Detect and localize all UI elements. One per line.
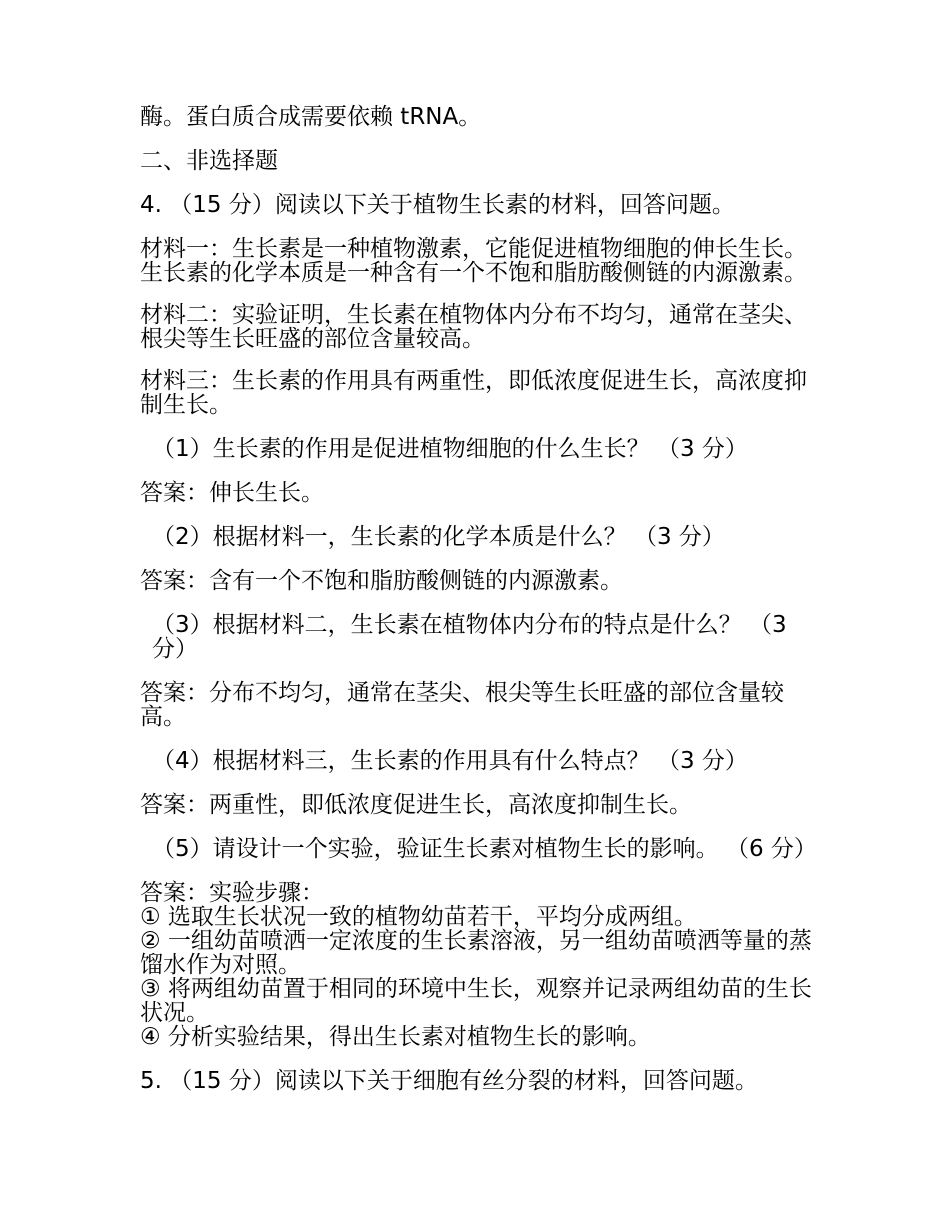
answer-5-head: 答案：实验步骤： [140, 880, 324, 906]
material-3: 材料三：生长素的作用具有两重性，即低浓度促进生长，高浓度抑制生长。 [140, 368, 807, 418]
sub-question-2: （2）根据材料一，生长素的化学本质是什么？ （3 分） [152, 524, 725, 550]
answer-5-step-3: ③ 将两组幼苗置于相同的环境中生长，观察并记录两组幼苗的生长状况。 [140, 976, 812, 1026]
answer-1: 答案：伸长生长。 [140, 480, 324, 506]
sub-question-1: （1）生长素的作用是促进植物细胞的什么生长？ （3 分） [152, 436, 748, 462]
answer-5-step-4: ④ 分析实验结果，得出生长素对植物生长的影响。 [140, 1024, 651, 1050]
material-2: 材料二：实验证明，生长素在植物体内分布不均匀，通常在茎尖、根尖等生长旺盛的部位含量较高。 [140, 302, 807, 352]
question-4-stem: 4. （15 分）阅读以下关于植物生长素的材料，回答问题。 [140, 192, 735, 218]
answer-5-step-2: ② 一组幼苗喷洒一定浓度的生长素溶液，另一组幼苗喷洒等量的蒸馏水作为对照。 [140, 928, 812, 978]
answer-2: 答案：含有一个不饱和脂肪酸侧链的内源激素。 [140, 568, 623, 594]
intro-tail-text: 酶。蛋白质合成需要依赖 tRNA。 [140, 104, 482, 130]
material-1: 材料一：生长素是一种植物激素，它能促进植物细胞的伸长生长。生长素的化学本质是一种含有一个不饱和脂肪酸侧链的内源激素。 [140, 236, 807, 286]
question-5-stem: 5. （15 分）阅读以下关于细胞有丝分裂的材料，回答问题。 [140, 1068, 758, 1094]
answer-5 [140, 881, 820, 1049]
answer-4: 答案：两重性，即低浓度促进生长，高浓度抑制生长。 [140, 792, 692, 818]
document-page [140, 105, 820, 1113]
section-title: 二、非选择题 [140, 148, 278, 174]
sub-question-4: （4）根据材料三，生长素的作用具有什么特点？ （3 分） [152, 748, 748, 774]
sub-question-5: （5）请设计一个实验，验证生长素对植物生长的影响。 （6 分） [152, 836, 817, 862]
sub-question-3: （3）根据材料二，生长素在植物体内分布的特点是什么？ （3 分） [152, 612, 787, 662]
answer-5-step-1: ① 选取生长状况一致的植物幼苗若干，平均分成两组。 [140, 904, 697, 930]
answer-3: 答案：分布不均匀，通常在茎尖、根尖等生长旺盛的部位含量较高。 [140, 680, 784, 730]
